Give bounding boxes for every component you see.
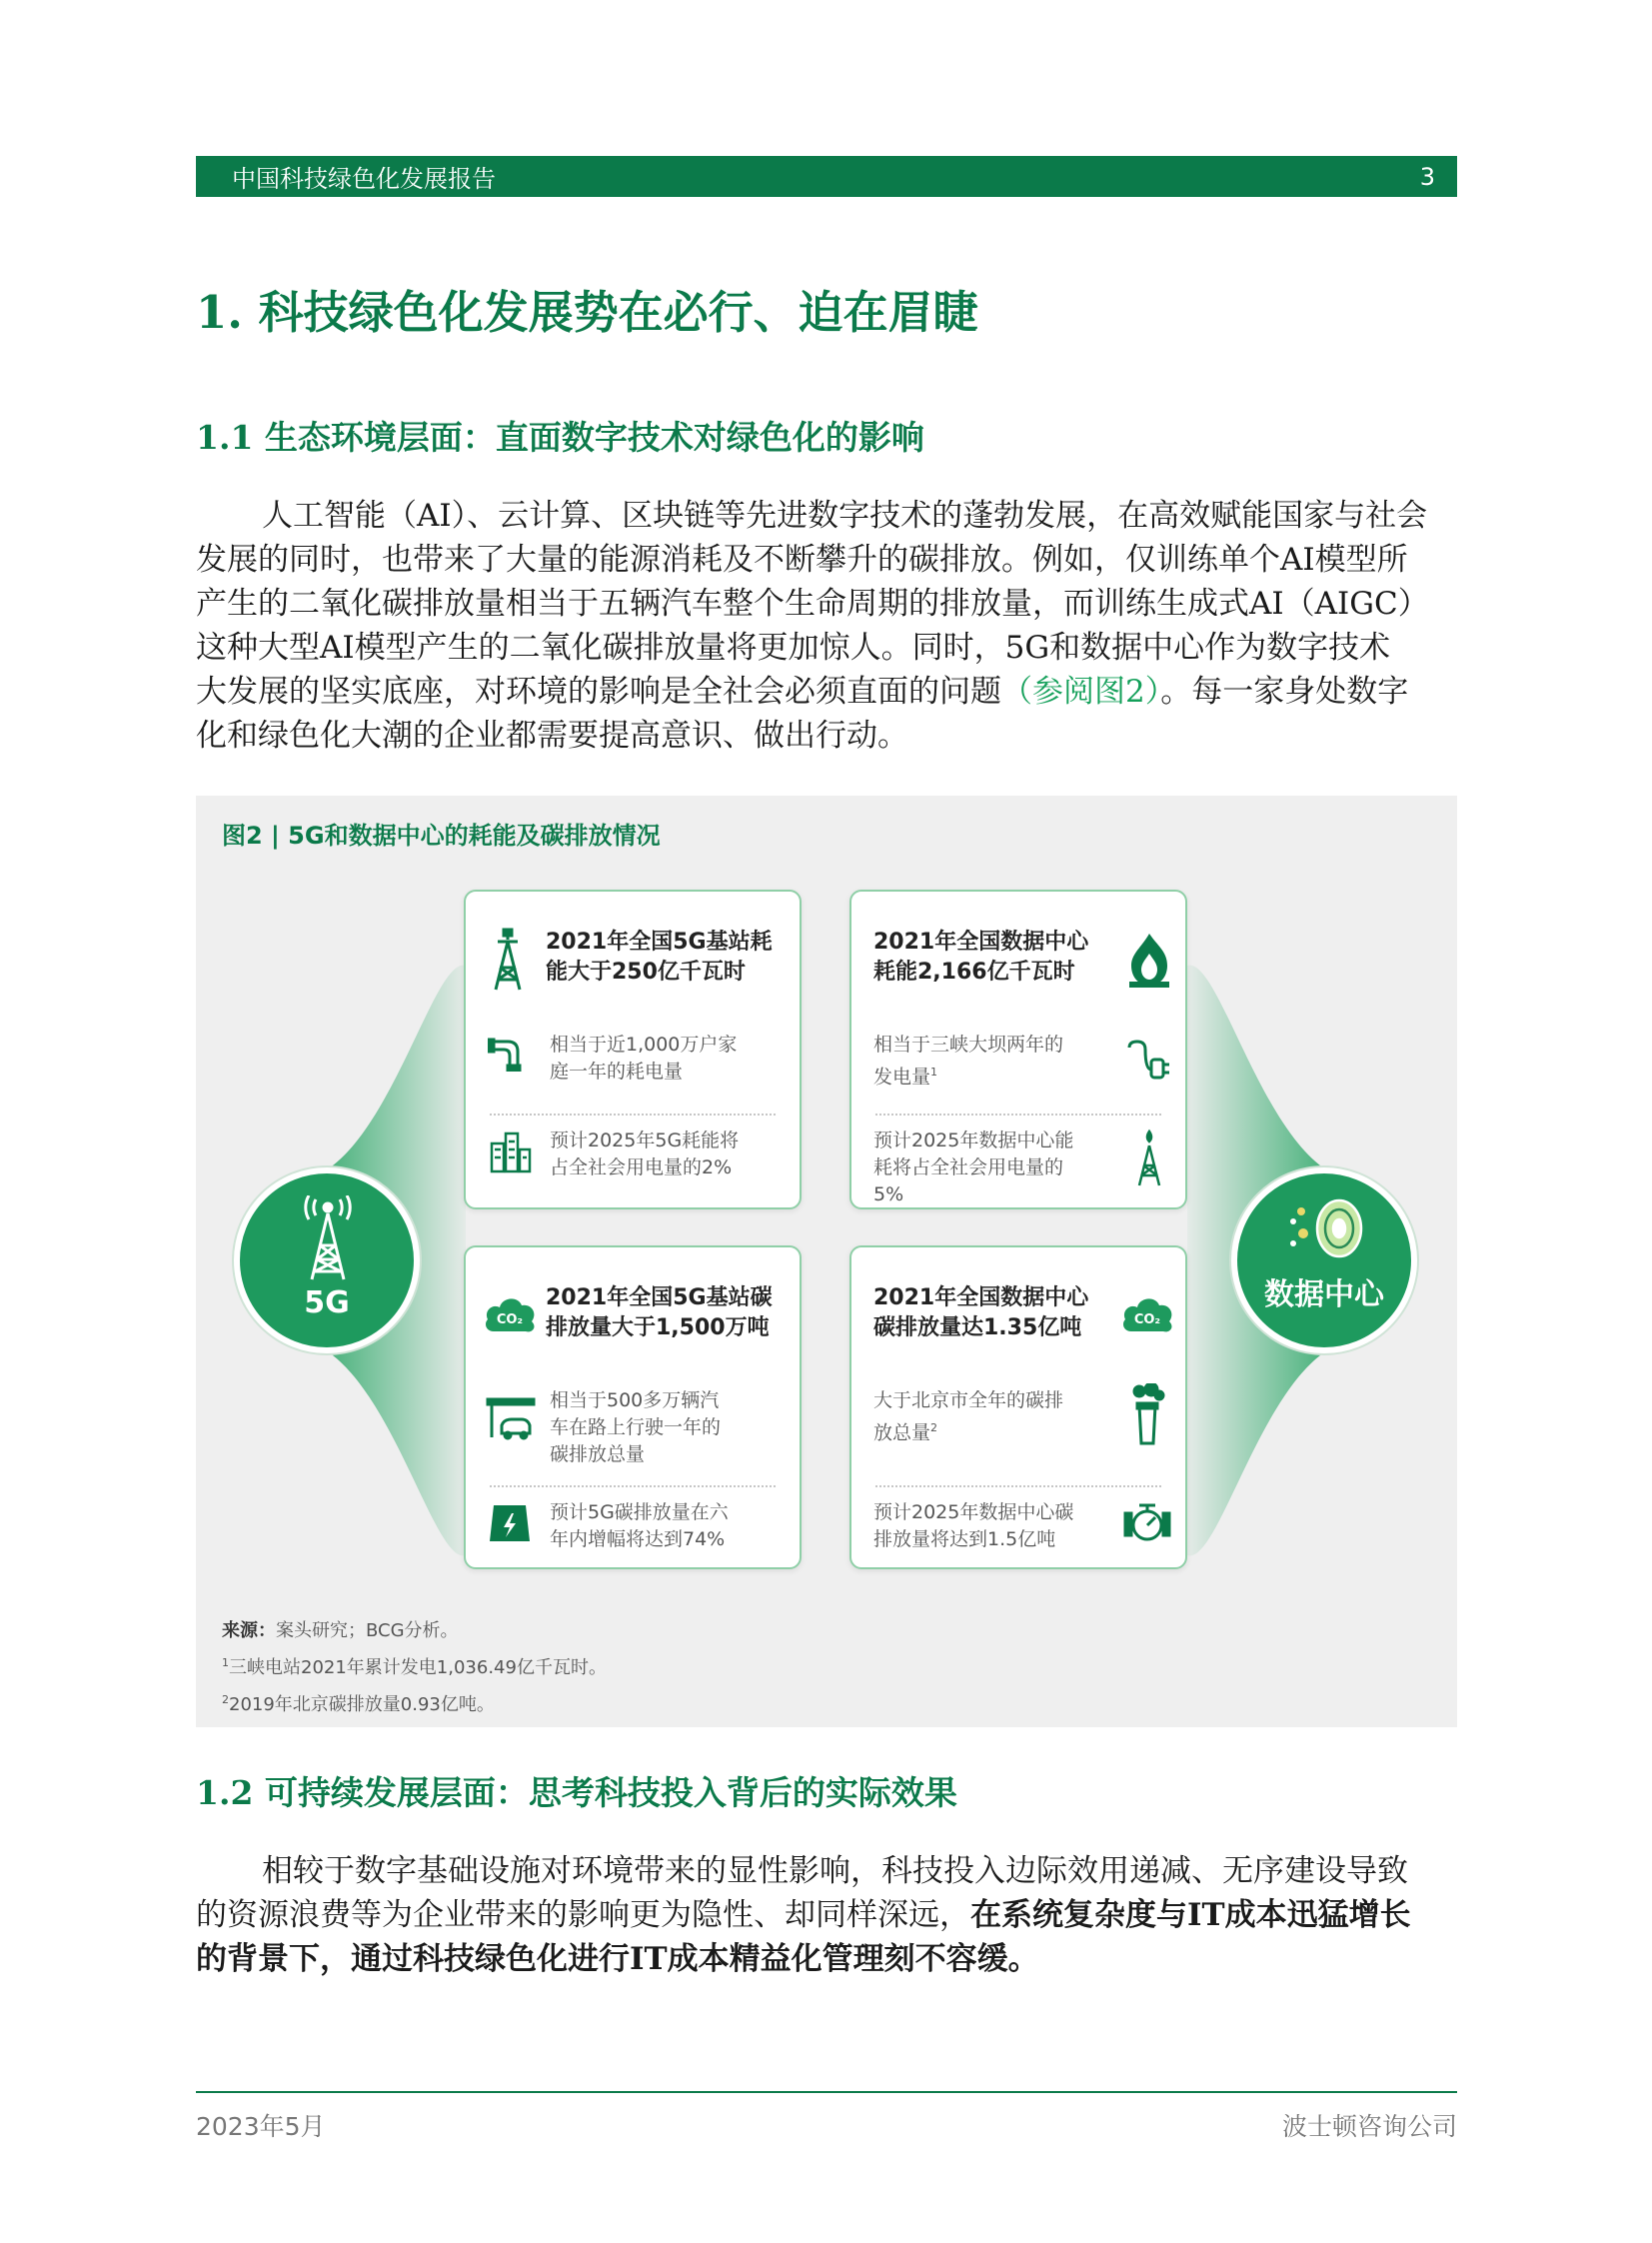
co2-cloud-icon xyxy=(1119,1293,1175,1335)
gauge-meter-icon xyxy=(1123,1503,1171,1543)
figure-2 xyxy=(196,796,1457,1727)
card-row: 预计2025年数据中心碳 排放量将达到1.5亿吨 xyxy=(873,1501,1074,1550)
card-row: 相当于三峡大坝两年的 发电量$^1$ xyxy=(873,1034,1064,1089)
card-row: 预计5G碳排放量在六 年内增幅将达到74% xyxy=(550,1501,729,1550)
card-row: 相当于近1,000万户家 庭一年的耗电量 xyxy=(550,1034,738,1083)
card-heading: 2021年全国数据中心 碳排放量达1.35亿吨 xyxy=(873,1285,1089,1340)
pipe-icon xyxy=(488,1032,534,1072)
card-datacenter-energy xyxy=(849,890,1187,1209)
footnote-2: $^2$2019年北京碳排放量0.93亿吨。 xyxy=(222,1693,495,1715)
power-tower-icon xyxy=(488,928,528,992)
section-1-2-paragraph xyxy=(196,1849,1457,1981)
footer-divider xyxy=(196,2091,1457,2093)
data-center-label: 数据中心 xyxy=(1264,1277,1384,1312)
page-footer xyxy=(196,2107,1457,2143)
divider xyxy=(490,1114,776,1116)
report-title: 中国科技绿色化发展报告 xyxy=(232,165,496,193)
co2-cloud-icon xyxy=(482,1293,538,1335)
card-row: 相当于500多万辆汽 车在路上行驶一年的 碳排放总量 xyxy=(550,1389,722,1465)
para-line: 相较于数字基础设施对环境带来的显性影响，科技投入边际效用递减、无序建设导致 xyxy=(262,1853,1408,1889)
5g-circle xyxy=(234,1167,420,1353)
para-line: 发展的同时，也带来了大量的能源消耗及不断攀升的碳排放。例如，仅训练单个AI模型所 xyxy=(196,542,1408,578)
para-line: 这种大型AI模型产生的二氧化碳排放量将更加惊人。同时，5G和数据中心作为数字技术 xyxy=(196,630,1391,666)
card-row: 预计2025年数据中心能 耗将占全社会用电量的 5% xyxy=(873,1129,1074,1205)
report-header-bar xyxy=(196,156,1457,197)
card-heading: 2021年全国5G基站耗 能大于250亿千瓦时 xyxy=(546,930,773,985)
card-5g-carbon xyxy=(464,1245,802,1569)
card-heading: 2021年全国5G基站碳 排放量大于1,500万吨 xyxy=(546,1285,773,1340)
para-line: 产生的二氧化碳排放量相当于五辆汽车整个生命周期的排放量，而训练生成式AI（AIGC） xyxy=(196,586,1429,622)
section-1-1-title: 1.1 生态环境层面：直面数字技术对绿色化的影响 xyxy=(196,418,924,457)
factory-chimney-icon xyxy=(1129,1383,1165,1445)
card-5g-energy xyxy=(464,890,802,1209)
para-line: 大发展的坚实底座，对环境的影响是全社会必须直面的问题（参阅图2）。每一家身处数字 xyxy=(196,674,1409,710)
figure-2-reference-link[interactable]: （参阅图2） xyxy=(1001,674,1161,710)
divider xyxy=(490,1485,776,1487)
co2-label: CO₂ xyxy=(1133,1312,1161,1327)
para-line: 人工智能（AI）、云计算、区块链等先进数字技术的蓬勃发展，在高效赋能国家与社会 xyxy=(262,498,1428,534)
figure-notes xyxy=(222,1615,607,1721)
figure-title: 图2 | 5G和数据中心的耗能及碳排放情况 xyxy=(222,822,661,850)
electric-plug-icon xyxy=(1127,1040,1171,1080)
5g-label: 5G xyxy=(304,1285,350,1320)
footer-date: 2023年5月 xyxy=(196,2112,326,2141)
card-row: 大于北京市全年的碳排 放总量$^2$ xyxy=(873,1389,1064,1444)
para-line: 化和绿色化大潮的企业都需要提高意识、做出行动。 xyxy=(196,718,908,754)
section-1-title: 1. 科技绿色化发展势在必行、迫在眉睫 xyxy=(196,286,978,339)
section-1-1-paragraph xyxy=(196,494,1457,758)
para-line: 的背景下，通过科技绿色化进行IT成本精益化管理刻不容缓。 xyxy=(196,1941,1039,1977)
card-datacenter-carbon xyxy=(849,1245,1187,1569)
divider xyxy=(875,1485,1161,1487)
data-center-circle xyxy=(1231,1167,1417,1353)
footer-company: 波士顿咨询公司 xyxy=(1281,2112,1457,2141)
gas-flame-icon xyxy=(1127,932,1171,988)
source-note: 来源：案头研究；BCG分析。 xyxy=(222,1620,459,1641)
divider xyxy=(875,1114,1161,1116)
city-buildings-icon xyxy=(488,1129,534,1173)
page-number: 3 xyxy=(1419,162,1435,191)
card-row: 预计2025年5G耗能将 占全社会用电量的2% xyxy=(550,1129,740,1178)
section-1-2-title: 1.2 可持续发展层面：思考科技投入背后的实际效果 xyxy=(196,1773,957,1812)
car-garage-icon xyxy=(486,1391,536,1441)
card-heading: 2021年全国数据中心 耗能2,166亿千瓦时 xyxy=(873,930,1089,985)
data-disk-icon xyxy=(1285,1195,1369,1261)
para-line: 的资源浪费等为企业带来的影响更为隐性、却同样深远，在系统复杂度与IT成本迅猛增长 xyxy=(196,1897,1411,1933)
co2-label: CO₂ xyxy=(496,1312,524,1327)
power-plant-icon xyxy=(486,1499,534,1543)
oil-rig-icon xyxy=(1133,1127,1165,1187)
cell-tower-icon xyxy=(298,1195,358,1281)
footnote-1: $^1$三峡电站2021年累计发电1,036.49亿千瓦时。 xyxy=(222,1656,607,1678)
